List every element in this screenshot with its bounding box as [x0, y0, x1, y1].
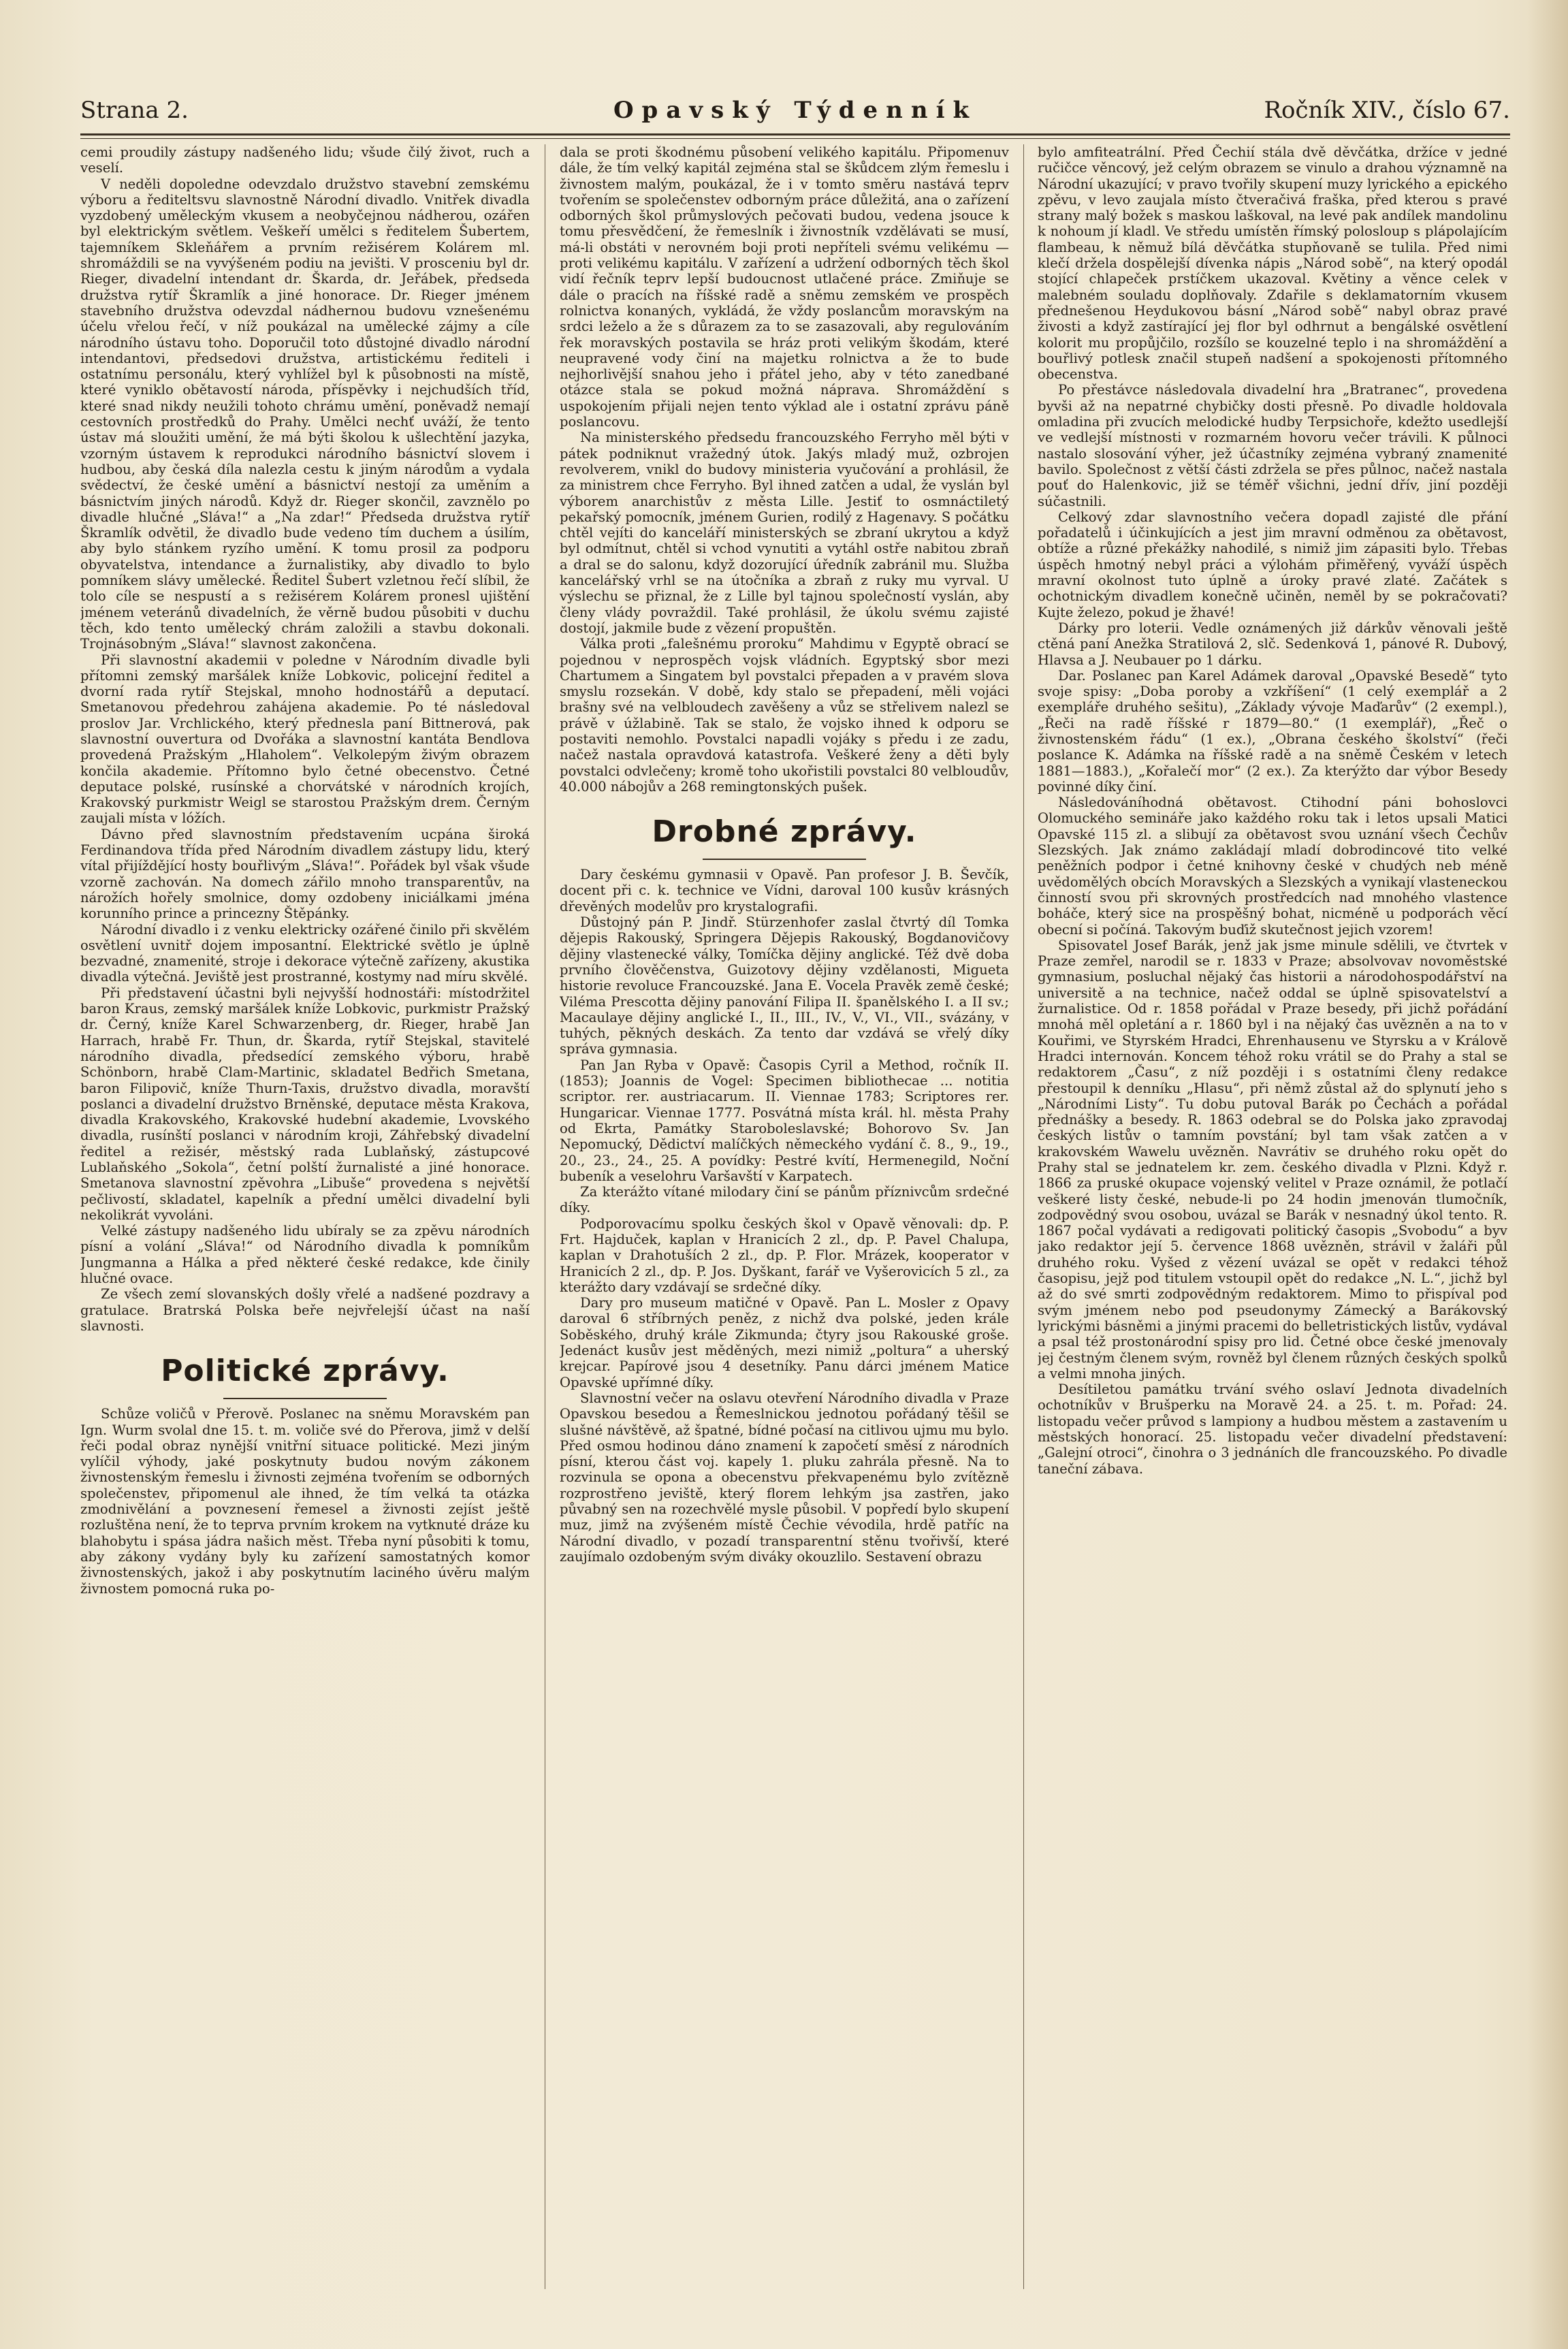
article-paragraph: Důstojný pán P. Jindř. Stürzenhofer zaslal čtvrtý díl Tomka dějepis Rakouský, Springera Dějepis Rakouský, Bogdanovičovy dějiny vlastenecké války, Tomíčka dějiny anglické. Též dvě doba prvního člověčenstva, Guizotovy dějiny vzdělanosti, Migueta historie revoluce Francouzské. Jana E. Vocela Pravěk země české; Viléma Prescotta dějiny panování Filipa II. španělského I. a II sv.; Macaulaye dějiny anglické I., II., III., IV., V., VI., VII., svázány, v tuhých, pěkných deskách. Za tento dar vzdává se vřelý díky správa gymnasia.: [560, 914, 1009, 1057]
article-paragraph: Dary českému gymnasii v Opavě. Pan profesor J. B. Ševčík, docent při c. k. technice ve Vídni, daroval 100 kusův krásných dřevěných modelův pro krystalografii.: [560, 867, 1009, 914]
article-paragraph: Velké zástupy nadšeného lidu ubíraly se za zpěvu národních písní a volání „Sláva!“ od Národního divadla k pomníkům Jungmanna a Hálka a před některé české redakce, kde činily hlučné ovace.: [80, 1223, 530, 1287]
article-paragraph: Při představení účastni byli nejvyšší hodnostáři: místodržitel baron Kraus, zemský maršálek kníže Lobkovic, purkmistr Pražský dr. Černý, kníže Karel Schwarzenberg, dr. Rieger, hrabě Jan Harrach, hrabě Fr. Thun, dr. Škarda, rytíř Stejskal, stavitelé národního divadla, předsedící zemského výboru, hrabě Schönborn, hrabě Clam-Martinic, skladatel Bedřich Smetana, baron Filipovič, kníže Thurn-Taxis, družstvo divadla, moravští poslanci a divadelní družstvo Brněnské, deputace města Krakova, divadla Krakovského, Krakovské hudební akademie, Lvovského divadla, rusínští poslanci v národním kroji, Záhřebský divadelní ředitel a režisér, městský rada Lublaňský, zástupcové Lublaňského „Sokola“, četní polští žurnalisté a jiné honorace. Smetanova slavnostní zpěvohra „Libuše“ provedena s největší pečlivostí, skladatel, kapelník a přední umělci divadelní byli nekolikrát vyvoláni.: [80, 985, 530, 1223]
article-paragraph: Při slavnostní akademii v poledne v Národním divadle byli přítomni zemský maršálek kníže Lobkovic, policejní ředitel a dvorní rada rytíř Stejskal, mnoho hodnostářů a deputací. Smetanovou předehrou zahájena akademie. Po té následoval proslov Jar. Vrchlického, který přednesla paní Bittnerová, pak slavnostní ouvertura od Dvořáka a slavnostní kantáta Bendlova provedená Pražským „Hlaholem“. Velkolepým živým obrazem končila akademie. Přítomno bylo četné obecenstvo. Četné deputace polské, rusínské a chorvátské v národních krojích, Krakovský purkmistr Weigl se starostou Pražským drem. Černým zaujali místa v lóžích.: [80, 652, 530, 827]
article-paragraph: Válka proti „falešnému proroku“ Mahdimu v Egyptě obrací se pojednou v neprospěch vojsk vládních. Egyptský sbor mezi Chartumem a Singatem byl povstalci přepaden a v pravém slova smyslu rozsekán. V době, kdy stalo se přepadení, měli vojáci brašny své na velbloudech zavěšeny a vůz se střelivem nalezl se právě v úžlabině. Tak se stalo, že vojsko ihned k odporu se postaviti nemohlo. Povstalci napadli vojáky s předu i ze zadu, načež nastala opravdová katastrofa. Veškeré ženy a děti byly povstalci odvlečeny; kromě toho ukořistili povstalci 80 velbloudův, 40.000 nábojův a 268 remingtonských pušek.: [560, 636, 1009, 795]
article-paragraph: Desítiletou památku trvání svého oslaví Jednota divadelních ochotníkův v Brušperku na Moravě 24. a 25. t. m. Pořad: 24. listopadu večer průvod s lampiony a hudbou městem a zastavením u městských honorací. 25. listopadu večer divadelní představení: „Galejní otroci“, činohra o 3 jednáních dle francouzského. Po divadle taneční zábava.: [1038, 1381, 1507, 1477]
article-paragraph: Dar. Poslanec pan Karel Adámek daroval „Opavské Besedě“ tyto svoje spisy: „Doba poroby a vzkříšení“ (1 celý exemplář a 2 exempláře druhého sešitu), „Základy vývoje Maďarův“ (2 exempl.), „Řeči na radě říšské r 1879—80.“ (1 exemplář), „Řeč o živnostenském řádu“ (1 ex.), „Obrana českého školství“ (řeči poslance K. Adámka na říšské radě a na sněmě Českém v letech 1881—1883.), „Kořalečí mor“ (2 ex.). Za kterýžto dar výbor Besedy povinné díky činí.: [1038, 667, 1507, 795]
section-heading-drobne-zpravy: Drobné zprávy.: [652, 814, 917, 850]
article-paragraph: bylo amfiteatrální. Před Čechií stála dvě děvčátka, držíce v jedné ručičce věncový, jež celým obrazem se vinulo a drahou významně na Národní ukazující; v pravo tvořily skupení muzy lyrického a epického zpěvu, v levo zaujala místo čtveračivá fraška, před kterou s pravé strany malý božek s maskou laškoval, na levé pak andílek mandolinu k nohoum jí kladl. Ve středu umístěn římský polosloup s plápolajícím flambeau, k němuž bílá děvčátka stupňovaně se tulila. Před nimi klečí držela dospělejší dívenka nápis „Národ sobě“, na který opodál stojící chlapeček prstíčkem ukazoval. Květiny a věnce celek v malebném souladu doplňovaly. Zdařile s deklamatorním vkusem přednešenou Heydukovou básní „Národ sobě“ nabyl obraz pravé živosti a když zastírající jej flor byl odhrnut a bengálské osvětlení kolorit mu propůjčilo, rozšílo se kouzelné teplo i na shromáždění a bouřlivý potlesk značil stupeň nadšení a spokojenosti přítomného obecenstva.: [1038, 144, 1507, 383]
article-paragraph: Po přestávce následovala divadelní hra „Bratranec“, provedena byvši až na nepatrné chybičky dosti přesně. Po divadle holdovala omladina při zvucích melodické hudby Terpsichoře, kdežto usedlejší ve vedlejší místnosti v rozmarném hovoru večer trávili. K půlnoci nastalo slosování výher, jež účastníky zejména vybraný znamenité bavilo. Společnost z větší části zdržela se přes půlnoc, načež nastala pouť do Halenkovic, již se téměř všichni, jední dřív, jiní později súčastnili.: [1038, 382, 1507, 509]
article-paragraph: Následováníhodná obětavost. Ctihodní páni bohoslovci Olomuckého semináře jako každého roku tak i letos upsali Matici Opavské 115 zl. a slibují za obětavost svou uznání všech Čechův Slezských. Jak známo zakládají mladí dobrodincové tito velké peněžních podpor i četné knihovny české v chudých neb méně uvědomělých obcích Moravských a Slezských a vynikají vlasteneckou činností svou při skrovných prostředcích nad mnohého vlastence boháče, který sice na prospěšný bohat, nicméně u podporách věcí obecní si počíná. Takovým buďiž skutečnost jejich vzorem!: [1038, 795, 1507, 938]
article-paragraph: V neděli dopoledne odevzdalo družstvo stavební zemskému výboru a řediteltsvu slavnostně Národní divadlo. Vnitřek divadla vyzdobený uměleckým vkusem a neobyčejnou nádherou, ozářen byl elektrickým světlem. Veškeří umělci s ředitelem Šubertem, tajemníkem Skleňářem a prvním režisérem Kolárem ml. shromáždili se na vyvýšeném podiu na jevišti. V prosceniu byl dr. Rieger, divadelní intendant dr. Škarda, dr. Jeřábek, předseda družstva rytíř Škramlík a jiné honorace. Dr. Rieger jménem stavebního družstva odevzdal nádhernou budovu vznešenému účelu vřelou řečí, v níž poukázal na umělecké zájmy a cíle národního ústavu toho. Doporučil toto důstojné divadlo národní intendantovi, předsedovi družstva, artistickému řediteli i ostatnímu personálu, který vyhlížel byl k působnosti na místě, které vyniklo obětavostí národa, příspěvky i nejchudších tříd, které snad nikdy neužili tohoto chrámu umění, poněvadž nemají cestovních prostředků do Prahy. Umělci nechť uváží, že tento ústav má sloužiti umění, že má býti školou k ušlechtění jazyka, vzorným ústavem k reprodukci národního básnictví slovem i hudbou, aby česká díla nalezla cestu k jiným národům a vydala svědectví, že české umění a básnictví nestojí za uměním a básnictvím jiných národů. Když dr. Rieger skončil, zavznělo po divadle hlučné „Sláva!“ a „Na zdar!“ Předseda družstva rytíř Škramlík odvětil, že divadlo bude vedeno tím duchem a úsilím, aby bylo stánkem ryzího umění. K tomu prosil za podporu obyvatelstva, intendance a žurnalistiky, aby divadlo to bylo pomníkem slávy umělecké. Ředitel Šubert vzletnou řečí slíbil, že tolo cíle se nespustí a s režisérem Kolárem pronesl ujištění jménem veteránů divadelních, že věrně budou působiti v duchu těch, kdo tento umělecký chrám založili a stavbu dokonali. Trojnásobným „Sláva!“ slavnost zakončena.: [80, 176, 530, 652]
article-paragraph: Dary pro museum matičné v Opavě. Pan L. Mosler z Opavy daroval 6 stříbrných peněz, z nichž dva polské, jeden krále Soběského, druhý krále Zikmunda; čtyry jsou Rakouské groše. Jedenáct kusův jest měděných, mezi nimiž „poltura“ a uherský krejcar. Papírové jsou 4 desetníky. Panu dárci jménem Matice Opavské upřímné díky.: [560, 1295, 1009, 1390]
newspaper-title: Opavský Týdenník: [613, 97, 978, 124]
page-number: Strana 2.: [80, 97, 189, 124]
article-paragraph: Celkový zdar slavnostního večera dopadl zajisté dle přání pořadatelů i účinkujících a jest jim mravní odměnou za obětavost, obtíže a různé překážky nahodilé, s nimiž jim zápasiti bylo. Třebas úspěch hmotný nebyl práci a výlohám přiměřený, vyváží úspěch mravní okolnost tuto úplně a úroky pravé zlaté. Začátek s ochotnickým divadlem konečně učiněn, neměl by se pokračovati? Kujte železo, pokud je žhavé!: [1038, 509, 1507, 620]
column-divider: [1023, 144, 1024, 2289]
header-rule: [80, 133, 1510, 139]
article-paragraph: Za kterážto vítané milodary činí se pánům příznivcům srdečné díky.: [560, 1184, 1009, 1216]
article-paragraph: Na ministerského předsedu francouzského Ferryho měl býti v pátek podniknut vražedný útok. Jakýs mladý muž, ozbrojen revolverem, vnikl do budovy ministeria vyučování a prohlásil, že za ministrem chce Ferryho. Byl ihned zatčen a udal, že vyslán byl výborem anarchistův z města Lille. Jestiť to osmnáctiletý pekařský pomocník, jménem Gurien, rodilý z Hagenavy. S počátku chtěl vejíti do kanceláří ministerských se zbraní ukrytou a když byl odmítnut, chtěl si vchod vynutiti a vytáhl ostře nabitou zbraň a dral se do salonu, když dozorující úředník zabránil mu. Služba kancelářský vrhl se na útočníka a zbraň z ruky mu vyrval. U výslechu se přiznal, že z Lille byl tajnou společností vyslán, aby členy vlády povraždil. Také prohlásil, že úkolu svému zajisté dostojí, jakmile bude z vězení propuštěn.: [560, 430, 1009, 636]
article-paragraph: Pan Jan Ryba v Opavě: Časopis Cyril a Method, ročník II. (1853); Joannis de Vogel: Specimen bibliothecae ... notitia scriptor. rer. austriacarum. II. Viennae 1783; Scriptores rer. Hungaricar. Viennae 1777. Posvátná místa král. hl. města Prahy od Ekrta, Památky Staroboleslavské; Bohorovo Sv. Jan Nepomucký, Dědictví malíčkých německého vydání č. 8., 9., 19., 20., 23., 24., 25. A povídky: Pestré kvítí, Hermenegild, Noční bubeník a veselohru Varšavští v Karpatech.: [560, 1057, 1009, 1184]
article-paragraph: Schůze voličů v Přerově. Poslanec na sněmu Moravském pan Ign. Wurm svolal dne 15. t. m. voliče své do Přerova, jimž v delší řeči podal obraz nynější vnitřní situace politické. Mezi jiným vylíčil výhody, jaké poskytnuty budou novým zákonem živnostenským řemeslu i živnosti zejména tvořením se odborných společenstev, připomenul ale ihned, že tím velká ta otázka zmodnivělání a povznesení řemesel a živnosti zejíst ještě rozluštěna není, že to teprva prvním krokem na vytknuté dráze ku blahobytu i spása jádra našich měst. Třeba nyní působiti k tomu, aby zákony vydány byly ku zařízení samostatných komor živnostenských, jakož i aby poskytnutím laciného úvěru malým živnostem pomocná ruka po-: [80, 1406, 530, 1597]
article-paragraph: Podporovacímu spolku českých škol v Opavě věnovali: dp. P. Frt. Hajduček, kaplan v Hranicích 2 zl., dp. P. Pavel Chalupa, kaplan v Drahotuších 2 zl., dp. P. Flor. Mrázek, kooperator v Hranicích 2 zl., dp. P. Jos. Dyškant, farář ve Vyšerovicích 5 zl., za kterážto dary vzdávají se srdečné díky.: [560, 1215, 1009, 1295]
issue-info: Ročník XIV., číslo 67.: [1264, 97, 1510, 124]
article-paragraph: dala se proti škodnému působení velikého kapitálu. Připomenuv dále, že tím velký kapitál zejména stal se škůdcem zlým řemeslu i živnostem malým, poukázal, že i v tomto směru nastává teprv tvořením se společenstev odborným práce důležitá, ana o zařízení odborných škol průmyslových pečovati budou, vedena jsouce k tomu přesvědčení, že řemeslník i živnostník vzdělávati se musí, má-li obstáti v nerovném boji proti nepříteli svému velikému — proti velikému kapitálu. V zařízení a udržení odborných těch škol vidí řečník teprv lepší budoucnost utlačené práce. Zmiňuje se dále o pracích na říšské radě a sněmu zemském ve prospěch rolnictva konaných, vykládá, že vždy poslancům moravským na srdci leželo a že s důrazem za to se zasazovali, aby regulováním řek moravských postavila se hráz proti velikým škodám, které neupravené vody činí na majetku rolnictva a že to bude nejhorlivější snahou jeho i přátel jeho, aby v této zanedbané otázce stala se pokud možná náprava. Shromáždění s uspokojením přijali nejen tento výklad ale i ostatní zprávu páně poslancovu.: [560, 144, 1009, 430]
section-rule: [223, 1398, 387, 1399]
section-rule: [703, 859, 866, 860]
article-paragraph: Slavnostní večer na oslavu otevření Národního divadla v Praze Opavskou besedou a Řemeslnickou jednotou pořádaný těšil se slušné návštěvě, až špatné, bídné počasí na citlivou ujmu mu bylo. Před osmou hodinou dáno znamení k započetí směsí z národních písní, kterou část voj. kapely 1. pluku zahrála přesně. Na to rozvinula se opona a obecenstvu překvapenému bylo zvítězně rozprostřeno jeviště, který florem lehkým jsa zastřen, jako půvabný sen na rozechvělé mysle působil. V popředí bylo skupení muz, jimž na zvýšeném místě Čechie vévodila, hrdě patříc na Národní divadlo, v pozadí transparentní stěnu tvořivší, které zaujímalo ozdobeným svým diváky okouzlilo. Sestavení obrazu: [560, 1390, 1009, 1565]
page-edge-stain: [1527, 0, 1568, 2349]
column-2: [560, 144, 1009, 2289]
article-paragraph: Dárky pro loterii. Vedle oznámených již dárkův věnovali ještě ctěná paní Anežka Stratilová 2, slč. Sedenková 1, pánové R. Dubový, Hlavsa a J. Neubauer po 1 dárku.: [1038, 620, 1507, 668]
page-header: [80, 94, 1510, 127]
column-3: [1038, 144, 1507, 2289]
article-paragraph: cemi proudily zástupy nadšeného lidu; všude čilý život, ruch a veselí.: [80, 144, 530, 176]
section-heading-politicke-zpravy: Politické zprávy.: [161, 1354, 449, 1389]
column-1: [80, 144, 530, 2289]
article-paragraph: Národní divadlo i z venku elektricky ozářené činilo při skvělém osvětlení uvnitř dojem imposantní. Elektrické světlo je úplně bezvadné, znamenité, stroje i dekorace výtečně zařízeny, akustika divadla výtečná. Jeviště jest prostranné, kostymy nad míru skvělé.: [80, 921, 530, 985]
article-paragraph: Dávno před slavnostním představením ucpána široká Ferdinandova třída před Národním divadlem zástupy lidu, který vítal přijíždějící hosty bouřlivým „Sláva!“. Pořádek byl však všude vzorně zachován. Na domech zářilo mnoho transparentův, na nárožích hořely smolnice, domy ozdobeny iniciálkami jména korunního prince a princezny Štěpánky.: [80, 826, 530, 922]
article-paragraph: Spisovatel Josef Barák, jenž jak jsme minule sdělili, ve čtvrtek v Praze zemřel, narodil se r. 1833 v Praze; absolvovav novoměstské gymnasium, posluchal nějaký čas historii a národohospodářství na universitě a na technice, načež oddal se úplně spisovatelství a žurnalistice. Od r. 1858 pořádal v Praze besedy, při jichž pořádání mnohá měl opletání a r. 1860 byl i na nějaký čas uvězněn a na to v Kouřimi, ve Styrském Hradci, Ehrenhausenu ve Styrsku a v Králově Hradci internován. Koncem téhož roku vrátil se do Prahy a stal se redaktorem „Času“, z níž později i s ostatními členy redakce přestoupil k denníku „Hlasu“, při němž zůstal až do splynutí jeho s „Národními Listy“. Tu dobu putoval Barák po Čechách a pořádal přednášky a besedy. R. 1863 odebral se do Polska jako zpravodaj českých listův o tamním povstání; byl tam však zatčen a v krakovském Wawelu uvězněn. Navrátiv se druhého roku opět do Prahy stal se jednatelem kr. zem. českého divadla v Plzni. Když r. 1866 za pruské okupace vojenský velitel v Praze oznámil, že potlačí veškeré listy české, nebude-li po 24 hodin jmenován tlumočník, zodpovědný svou osobou, uvázal se Barák v nesnadný úkol tento. R. 1867 počal vydávati a redigovati politický časopis „Svobodu“ a byv jako redaktor její 5. července 1868 uvězněn, strávil v žaláři půl druhého roku. Vyšed z vězení uvázal se opět v redakci téhož časopisu, jejž pod titulem vstoupil opět do redakce „N. L.“, jichž byl až do své smrti zodpovědným redaktorem. Mimo to přispíval pod svým jménem nebo pod pseudonymy Zámecký a Barákovský lyrickými básněmi a jinými pracemi do belletristických listův, vydával a psal též prostonárodní spisy pro lid. Četné obce české jmenovaly jej čestným členem svým, rovněž byl členem různých českých spolků a velmi mnoha jiných.: [1038, 937, 1507, 1381]
article-paragraph: Ze všech zemí slovanských došly vřelé a nadšené pozdravy a gratulace. Bratrská Polska beře nejvřelejší účast na naší slavnosti.: [80, 1286, 530, 1334]
